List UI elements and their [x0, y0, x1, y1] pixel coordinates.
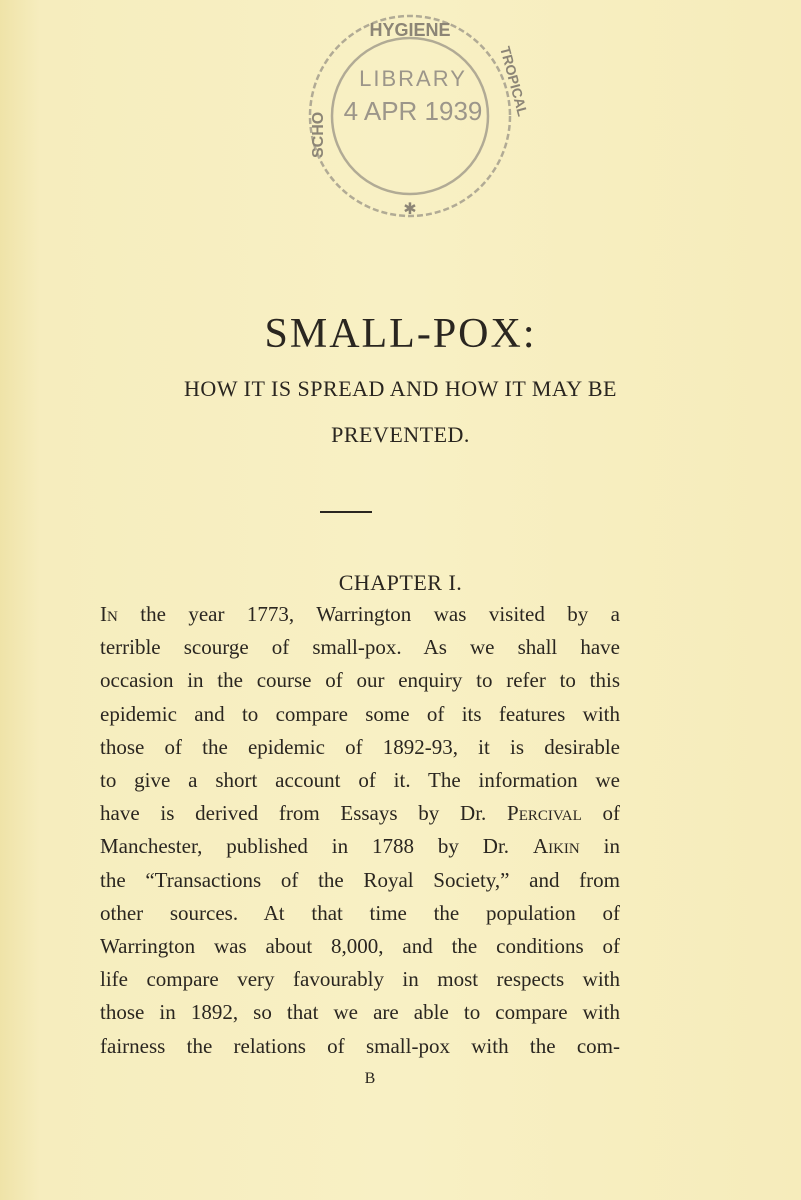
stamp-top-text: HYGIENE [369, 20, 451, 40]
body-paragraph [100, 598, 620, 1063]
body-line: to give a short account of it. The information we [100, 768, 620, 793]
chapter-heading: CHAPTER I. [338, 570, 463, 595]
body-line: fairness the relations of small-pox with the com- [100, 1033, 620, 1058]
stamp-left-text: SCHO [310, 111, 327, 158]
library-stamp [295, 8, 532, 233]
body-line: those in 1892, so that we are able to compare with [100, 1000, 620, 1025]
stamp-right-text: TROPICAL [497, 44, 532, 118]
divider-rule [320, 511, 372, 513]
subtitle-line-2: PREVENTED. [331, 422, 470, 447]
body-line: epidemic and to compare some of its features with [100, 701, 620, 726]
body-line: occasion in the course of our enquiry to refer to this [100, 668, 620, 693]
signature-mark: B [364, 1070, 376, 1087]
stamp-library-label: LIBRARY [359, 66, 467, 91]
body-line: those of the epidemic of 1892-93, it is desirable [100, 734, 620, 759]
body-line: have is derived from Essays by Dr. Percival of [100, 801, 620, 826]
subtitle-line-1: HOW IT IS SPREAD AND HOW IT MAY BE [183, 376, 617, 401]
body-line: terrible scourge of small-pox. As we shall have [100, 635, 620, 660]
body-line: other sources. At that time the population of [100, 900, 620, 925]
body-line: In the year 1773, Warrington was visited by a [100, 602, 620, 626]
body-line: the “Transactions of the Royal Society,” and from [100, 867, 620, 892]
page-title: SMALL-POX: [264, 311, 537, 357]
body-line: Warrington was about 8,000, and the conditions of [100, 934, 620, 959]
body-line: life compare very favourably in most respects with [100, 967, 620, 992]
stamp-star-icon: ✱ [403, 201, 417, 218]
stamp-date: 4 APR 1939 [343, 96, 483, 126]
body-line: Manchester, published in 1788 by Dr. Aikin in [100, 834, 620, 859]
